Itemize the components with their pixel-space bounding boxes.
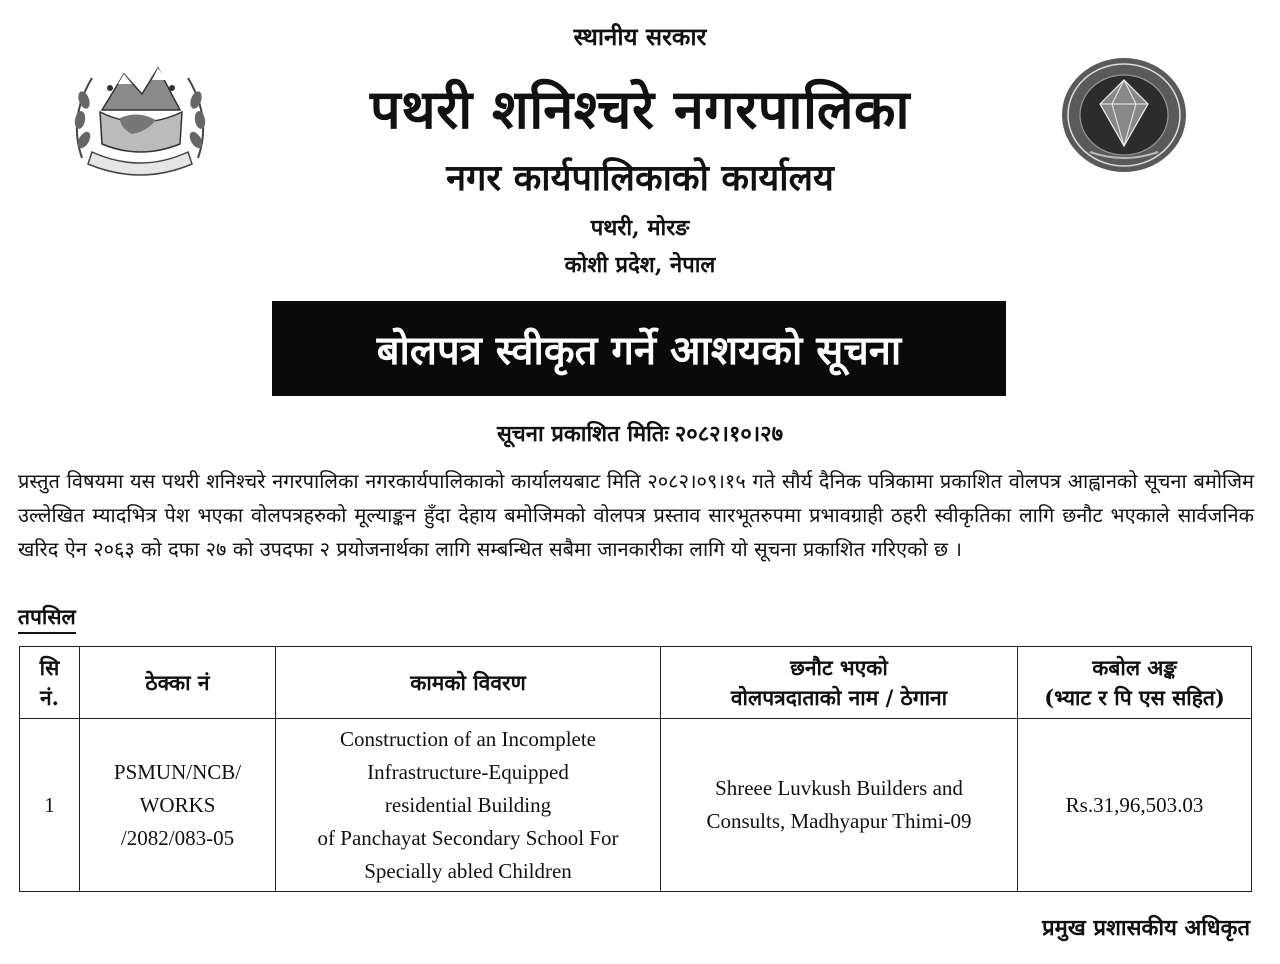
- notice-title: बोलपत्र स्वीकृत गर्ने आशयको सूचना: [376, 327, 902, 374]
- header-amount: कबोल अङ्क (भ्याट र पि एस सहित): [1018, 647, 1252, 719]
- cell-amount: Rs.31,96,503.03: [1018, 719, 1252, 892]
- bid-table: [19, 646, 1252, 892]
- publication-date-value: २०८२।१०।२७: [674, 421, 784, 447]
- notice-title-banner: [272, 301, 1006, 396]
- municipality-name: पथरी शनिश्चरे नगरपालिका: [369, 77, 911, 141]
- table-row: [20, 719, 1252, 892]
- publication-date: [0, 418, 1280, 448]
- header-contract-no: ठेक्का नं: [80, 647, 276, 719]
- table-header-row: [20, 647, 1252, 719]
- header-work-description: कामको विवरण: [276, 647, 661, 719]
- details-heading: तपसिल: [18, 604, 76, 634]
- publication-date-label: सूचना प्रकाशित मितिः: [496, 421, 669, 447]
- signatory-title: प्रमुख प्रशासकीय अधिकृत: [1042, 915, 1250, 941]
- office-subtitle: नगर कार्यपालिकाको कार्यालय: [446, 157, 834, 199]
- notice-body: प्रस्तुत विषयमा यस पथरी शनिश्चरे नगरपालिका नगरकार्यपालिकाको कार्यालयबाट मिति २०८२।०९।१५ गते सौर्य दैनिक पत्रिकामा प्रकाशित वोलपत्र आह्वानको सूचना बमोजिम उल्लेखित म्यादभित्र पेश भएका वोलपत्रहरुको मूल्याङ्कन हुँदा देहाय बमोजिमको वोलपत्र प्रस्ताव सारभूतरुपमा प्रभावग्राही ठहरी स्वीकृतिका लागि छनौट भएकाले सार्वजनिक खरिद ऐन २०६३ को दफा २७ को उपदफा २ प्रयोजनार्थका लागि सम्बन्धित सबैमा जानकारीका लागि यो सूचना प्रकाशित गरिएको छ ।: [18, 469, 1254, 561]
- cell-work-description: Construction of an Incomplete Infrastructure-Equipped residential Building of Panchayat Secondary School For Specially abled Children: [276, 719, 661, 892]
- government-level-label: स्थानीय सरकार: [573, 22, 707, 51]
- cell-contract-no: PSMUN/NCB/ WORKS /2082/083-05: [80, 719, 276, 892]
- header-bidder: छनौट भएको वोलपत्रदाताको नाम / ठेगाना: [661, 647, 1018, 719]
- header-sn: सि नं.: [20, 647, 80, 719]
- address-line-2: कोशी प्रदेश, नेपाल: [564, 252, 716, 278]
- cell-bidder: Shreee Luvkush Builders and Consults, Madhyapur Thimi-09: [661, 719, 1018, 892]
- address-line-1: पथरी, मोरङ: [590, 215, 690, 241]
- cell-sn: 1: [20, 719, 80, 892]
